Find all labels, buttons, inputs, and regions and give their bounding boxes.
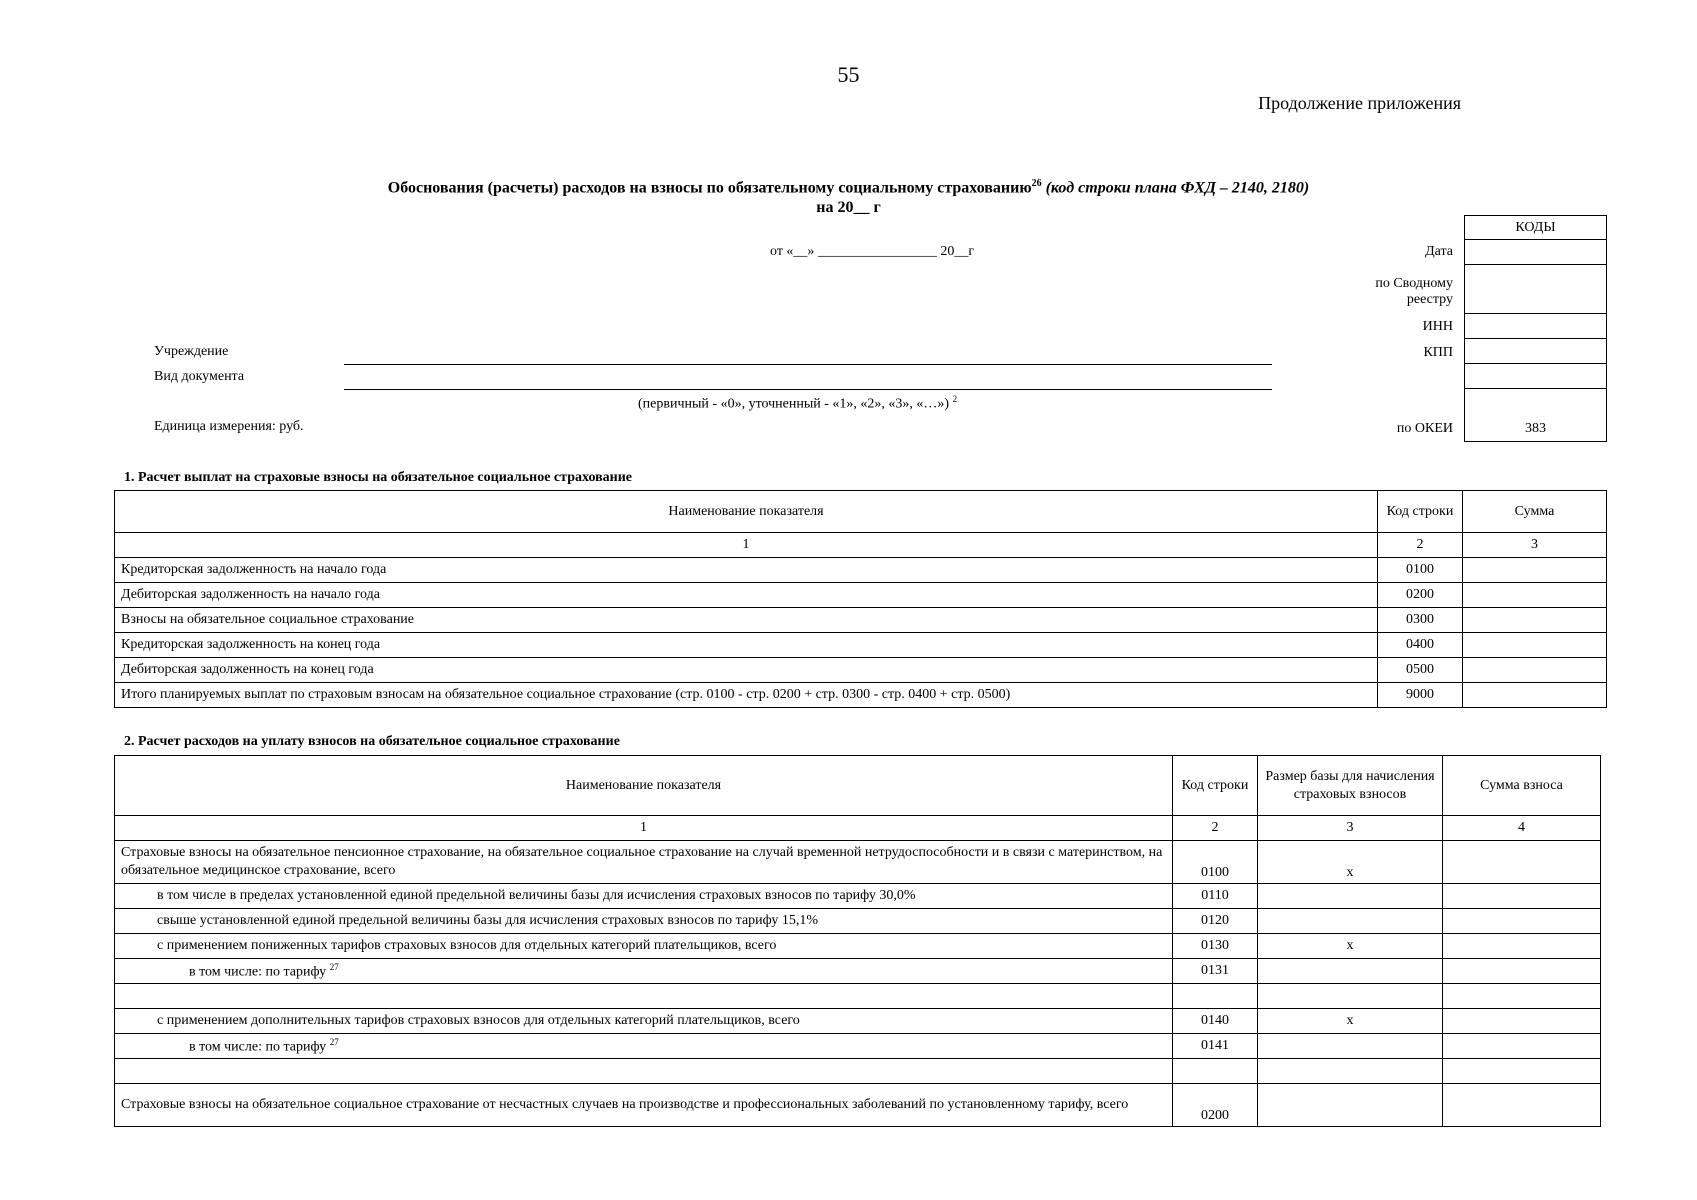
s2-row-base[interactable] xyxy=(1258,1084,1443,1127)
s1-row-sum[interactable] xyxy=(1463,583,1607,608)
s1-colnum-2: 2 xyxy=(1378,533,1463,558)
s1-row-name: Кредиторская задолженность на конец года xyxy=(115,633,1378,658)
title-main: Обоснования (расчеты) расходов на взносы по обязательному социальному страхованию xyxy=(387,179,1032,197)
s2-row-code: 0120 xyxy=(1173,909,1258,934)
s2-row-code: 0131 xyxy=(1173,959,1258,984)
s2-row-name: в том числе: по тарифу $^{27}$ xyxy=(115,959,1173,984)
s2-colnum-2: 2 xyxy=(1173,816,1258,841)
institution-label: Учреждение xyxy=(154,344,229,359)
table-row xyxy=(115,683,1607,708)
s2-row-base: x xyxy=(1258,934,1443,959)
s1-row-name: Взносы на обязательное социальное страхование xyxy=(115,608,1378,633)
table-row xyxy=(115,884,1601,909)
s2-row-code: 0130 xyxy=(1173,934,1258,959)
s2-row-name: в том числе: по тарифу $^{27}$ xyxy=(115,1034,1173,1059)
s2-row-name: Страховые взносы на обязательное социальное страхование от несчастных случаев на производстве и профессиональных заболеваний по установленному тарифу, всего xyxy=(115,1084,1173,1127)
section2-table xyxy=(114,755,1601,1127)
s2-row-sum[interactable] xyxy=(1443,959,1601,984)
s1-row-code: 0500 xyxy=(1378,658,1463,683)
table-row xyxy=(115,1059,1601,1084)
s2-row-code: 0100 xyxy=(1173,841,1258,884)
s2-colnum-1: 1 xyxy=(115,816,1173,841)
s2-row-sum[interactable] xyxy=(1443,1034,1601,1059)
s1-row-sum[interactable] xyxy=(1463,658,1607,683)
codes-kpp-label: КПП xyxy=(1423,345,1453,360)
page-number: 55 xyxy=(837,62,860,87)
section1-title: 1. Расчет выплат на страховые взносы на обязательное социальное страхование xyxy=(124,470,632,485)
s2-row-code: 0110 xyxy=(1173,884,1258,909)
codes-inn-label: ИНН xyxy=(1422,319,1453,334)
s2-colnum-4: 4 xyxy=(1443,816,1601,841)
s1-row-code: 0100 xyxy=(1378,558,1463,583)
table-row xyxy=(115,909,1601,934)
s2-row-code: 0140 xyxy=(1173,1009,1258,1034)
s1-row-code: 0300 xyxy=(1378,608,1463,633)
s2-row-name: в том числе в пределах установленной единой предельной величины базы для исчисления страховых взносов по тарифу 30,0% xyxy=(115,884,1173,909)
codes-date-label: Дата xyxy=(1425,244,1453,259)
codes-doc-type-cell[interactable] xyxy=(1465,364,1607,389)
s1-colnum-3: 3 xyxy=(1463,533,1607,558)
s2-header-sum: Сумма взноса xyxy=(1443,756,1601,816)
table-row xyxy=(115,1034,1601,1059)
s2-header-name: Наименование показателя xyxy=(115,756,1173,816)
document-title xyxy=(0,174,1697,218)
s2-row-code[interactable] xyxy=(1173,1059,1258,1084)
title-year-line: на 20__ г xyxy=(816,199,881,217)
s2-row-base[interactable] xyxy=(1258,909,1443,934)
section2-title: 2. Расчет расходов на уплату взносов на обязательное социальное страхование xyxy=(124,734,620,749)
s2-row-base: x xyxy=(1258,1009,1443,1034)
s2-row-base[interactable] xyxy=(1258,959,1443,984)
s1-row-name: Итого планируемых выплат по страховым взносам на обязательное социальное страхование (стр. 0100 - стр. 0200 + стр. 0300 - стр. 0400 + стр. 0500) xyxy=(115,683,1378,708)
s2-row-sum[interactable] xyxy=(1443,934,1601,959)
s2-row-name: свыше установленной единой предельной величины базы для исчисления страховых взносов по тарифу 15,1% xyxy=(115,909,1173,934)
s2-row-name: с применением пониженных тарифов страховых взносов для отдельных категорий плательщиков, всего xyxy=(115,934,1173,959)
codes-inn-cell[interactable] xyxy=(1465,314,1607,339)
s1-header-sum: Сумма xyxy=(1463,491,1607,533)
codes-okei-cell: 383 xyxy=(1465,389,1607,442)
table-row xyxy=(115,658,1607,683)
s2-row-base[interactable] xyxy=(1258,1059,1443,1084)
doc-type-label: Вид документа xyxy=(154,369,245,384)
table-row xyxy=(115,558,1607,583)
table-row xyxy=(115,583,1607,608)
s1-row-name: Дебиторская задолженность на начало года xyxy=(115,583,1378,608)
s1-row-name: Кредиторская задолженность на начало года xyxy=(115,558,1378,583)
s1-row-code: 0200 xyxy=(1378,583,1463,608)
s2-row-sum[interactable] xyxy=(1443,1059,1601,1084)
s1-row-name: Дебиторская задолженность на конец года xyxy=(115,658,1378,683)
continuation-note: Продолжение приложения xyxy=(1258,93,1461,113)
s2-row-sum[interactable] xyxy=(1443,1009,1601,1034)
s2-row-base[interactable] xyxy=(1258,884,1443,909)
codes-registry-cell[interactable] xyxy=(1465,265,1607,314)
s2-row-code: 0141 xyxy=(1173,1034,1258,1059)
s1-row-sum[interactable] xyxy=(1463,608,1607,633)
s2-row-name[interactable] xyxy=(115,1059,1173,1084)
doc-type-hint: (первичный - «0», уточненный - «1», «2», «3», «…») $^2$ xyxy=(638,394,958,412)
table-row xyxy=(115,1084,1601,1127)
codes-header: КОДЫ xyxy=(1465,216,1607,240)
s1-colnum-1: 1 xyxy=(115,533,1378,558)
s2-row-code[interactable] xyxy=(1173,984,1258,1009)
s1-row-code: 9000 xyxy=(1378,683,1463,708)
s2-header-code: Код строки xyxy=(1173,756,1258,816)
s1-header-name: Наименование показателя xyxy=(115,491,1378,533)
date-line: от «__» _________________ 20__г xyxy=(770,244,975,259)
table-row xyxy=(115,633,1607,658)
s2-row-base[interactable] xyxy=(1258,1034,1443,1059)
institution-field[interactable] xyxy=(344,364,1272,365)
table-row xyxy=(115,608,1607,633)
unit-label: Единица измерения: руб. xyxy=(154,419,304,434)
s2-row-base: x xyxy=(1258,841,1443,884)
codes-date-cell[interactable] xyxy=(1465,240,1607,265)
title-italic: (код строки плана ФХД – 2140, 2180) xyxy=(1041,179,1310,197)
s2-row-code: 0200 xyxy=(1173,1084,1258,1127)
section1-table xyxy=(114,490,1607,708)
table-row xyxy=(115,984,1601,1009)
s2-row-sum[interactable] xyxy=(1443,984,1601,1009)
table-row xyxy=(115,959,1601,984)
s1-header-code: Код строки xyxy=(1378,491,1463,533)
s1-row-code: 0400 xyxy=(1378,633,1463,658)
s2-row-sum[interactable] xyxy=(1443,909,1601,934)
codes-kpp-cell[interactable] xyxy=(1465,339,1607,364)
s2-row-name[interactable] xyxy=(115,984,1173,1009)
s1-row-sum[interactable] xyxy=(1463,633,1607,658)
s1-row-sum[interactable] xyxy=(1463,683,1607,708)
table-row xyxy=(115,934,1601,959)
s2-row-name: с применением дополнительных тарифов страховых взносов для отдельных категорий плательщиков, всего xyxy=(115,1009,1173,1034)
s2-colnum-3: 3 xyxy=(1258,816,1443,841)
s1-row-sum[interactable] xyxy=(1463,558,1607,583)
s2-row-sum[interactable] xyxy=(1443,1084,1601,1127)
codes-okei-label: по ОКЕИ xyxy=(1396,421,1453,436)
s2-row-sum[interactable] xyxy=(1443,841,1601,884)
s2-row-name: Страховые взносы на обязательное пенсионное страхование, на обязательное социальное страхование на случай временной нетрудоспособности и в связи с материнством, на обязательное медицинское страхование, всего xyxy=(115,841,1173,884)
codes-table xyxy=(1464,215,1607,442)
table-row xyxy=(115,841,1601,884)
s2-row-sum[interactable] xyxy=(1443,884,1601,909)
s2-header-base: Размер базы для начисления страховых взносов xyxy=(1258,756,1443,816)
title-footnote: 26 xyxy=(1031,178,1042,189)
doc-type-field[interactable] xyxy=(344,389,1272,390)
s2-row-base[interactable] xyxy=(1258,984,1443,1009)
table-row xyxy=(115,1009,1601,1034)
codes-registry-label: по Сводному реестру xyxy=(1375,276,1453,307)
